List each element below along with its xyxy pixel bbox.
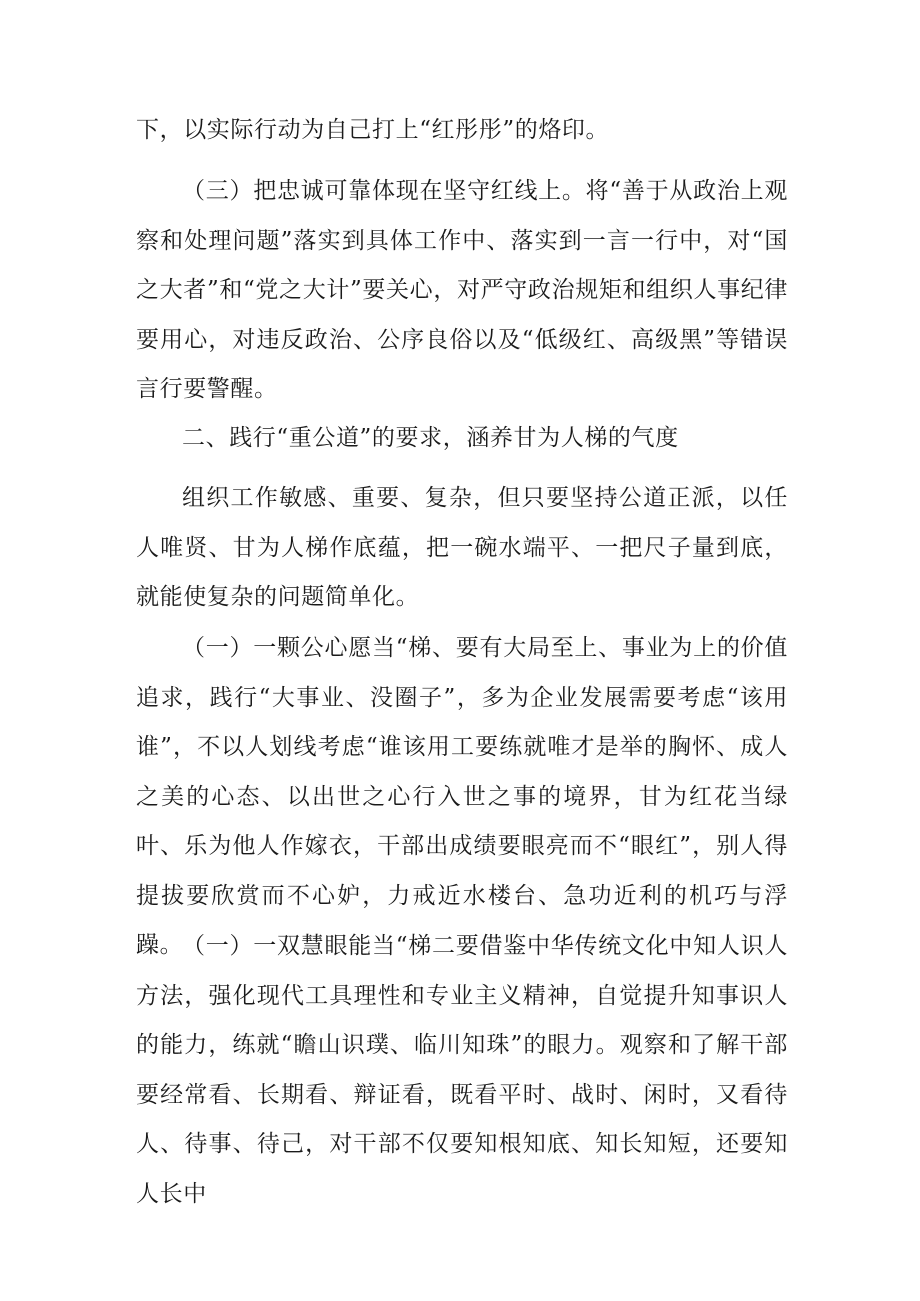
paragraph-organization-work: 组织工作敏感、重要、复杂，但只要坚持公道正派，以任人唯贤、甘为人梯作底蕴，把一碗水端平、一把尺子量到底，就能使复杂的问题简单化。	[136, 485, 788, 610]
paragraph-continuation: 下，以实际行动为自己打上“红彤彤”的烙印。	[136, 117, 610, 143]
paragraph-discerning-eyes: （一）一双慧眼能当“梯二要借鉴中华传统文化中知人识人方法，强化现代工具理性和专业主义精神，自觉提升知事识人的能力，练就“瞻山识璞、临川知珠”的眼力。观察和了解干部要经常看、长期看、辩证看，既看平时、战时、闲时，又看待人、待事、待己，对干部不仅要知根知底、知长知短，还要知人长中	[136, 933, 788, 1207]
section-heading-fairness: 二、践行“重公道”的要求，涵养甘为人梯的气度	[182, 425, 679, 451]
paragraph-public-heart: （一）一颗公心愿当“梯、要有大局至上、事业为上的价值追求，践行“大事业、没圈子”，多为企业发展需要考虑“该用谁”，不以人划线考虑“谁该用工要练就唯才是举的胸怀、成人之美的心态、以出世之心行入世之事的境界，甘为红花当绿叶、乐为他人作嫁衣，干部出成绩要眼亮而不“眼红”，别人得提拔要欣赏而不心妒，力戒近水楼台、急功近利的机巧与浮躁。	[136, 635, 788, 958]
paragraph-loyalty-redline: （三）把忠诚可靠体现在坚守红线上。将“善于从政治上观察和处理问题”落实到具体工作中、落实到一言一行中，对“国之大者”和“党之大计”要关心，对严守政治规矩和组织人事纪律要用心，对违反政治、公序良俗以及“低级红、高级黑”等错误言行要警醒。	[136, 178, 788, 402]
